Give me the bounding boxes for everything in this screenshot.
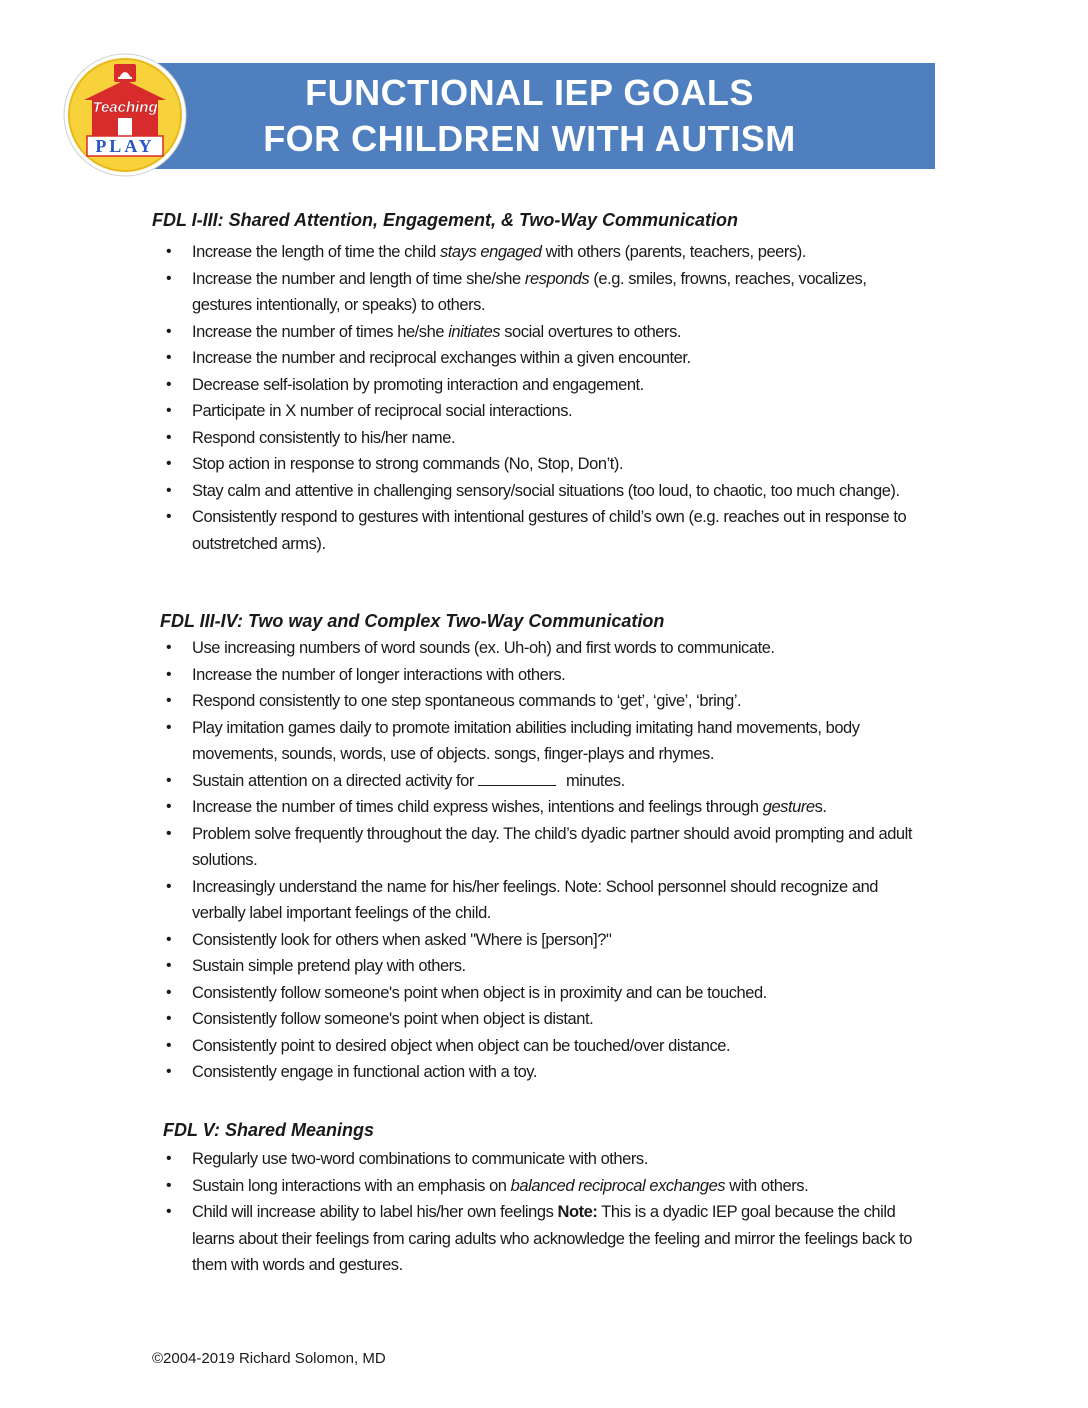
- goal-text: Respond consistently to one step spontaneous commands to ‘get’, ‘give’, ‘bring’.: [192, 692, 742, 710]
- goal-emphasis: responds: [524, 269, 590, 288]
- teaching-play-logo: [62, 52, 188, 178]
- goal-item: [160, 1033, 930, 1060]
- page-title: [124, 70, 935, 162]
- title-line-1: FUNCTIONAL IEP GOALS: [305, 72, 754, 113]
- goal-item: [160, 478, 930, 505]
- goal-item: [160, 688, 930, 715]
- goal-text: Consistently engage in functional action with a toy.: [192, 1063, 538, 1081]
- goal-text: Increase the number of times child express wishes, intentions and feelings through: [192, 798, 763, 816]
- fill-in-blank: [478, 771, 556, 786]
- goal-item: [160, 451, 930, 478]
- goal-item: [160, 662, 930, 689]
- logo-text-teaching: Teaching: [92, 99, 158, 116]
- section-heading-3: FDL V: Shared Meanings: [163, 1120, 375, 1140]
- goal-text-end: This is a dyadic IEP goal because the child learns about their feelings from caring adults who acknowledge the feeling and mirror the feelings back to them with words and gestures.: [192, 1203, 912, 1274]
- goal-item: [160, 398, 930, 425]
- goal-text: Decrease self-isolation by promoting interaction and engagement.: [192, 375, 644, 394]
- goal-item: [160, 794, 930, 821]
- goal-item: [160, 319, 930, 346]
- goal-item: [160, 768, 930, 795]
- goal-item: [160, 1146, 930, 1173]
- goal-list-3: [160, 1146, 930, 1279]
- goal-text: Consistently follow someone's point when object is in proximity and can be touched.: [192, 983, 767, 1002]
- title-line-2: FOR CHILDREN WITH AUTISM: [263, 118, 796, 159]
- goal-item: [160, 1006, 930, 1033]
- goal-text-end: (e.g. smiles, frowns, reaches, vocalizes, gestures intentionally, or speaks) to others.: [192, 269, 867, 314]
- goal-item: [160, 1173, 930, 1200]
- goal-text: Increase the length of time the child: [192, 243, 440, 261]
- goal-text: Consistently follow someone's point when object is distant.: [192, 1010, 594, 1028]
- goal-text: Consistently point to desired object when object can be touched/over distance.: [192, 1036, 731, 1055]
- goal-text: Respond consistently to his/her name.: [192, 428, 456, 447]
- goal-item: [160, 953, 930, 980]
- logo-text-play: PLAY: [95, 136, 155, 156]
- goal-item: [160, 372, 930, 399]
- goal-text: Increase the number and reciprocal exchanges within a given encounter.: [192, 349, 691, 367]
- goal-item: [160, 345, 930, 372]
- goal-text: Sustain attention on a directed activity for: [192, 771, 474, 790]
- goal-item: [160, 266, 930, 319]
- goal-item: [160, 821, 930, 874]
- goal-text: Increasingly understand the name for his/her feelings. Note: School personnel should recognize and verbally label important feelings of the child.: [192, 877, 879, 922]
- goal-emphasis: gesture: [762, 798, 815, 816]
- goal-text: Stay calm and attentive in challenging sensory/social situations (too loud, to chaotic, too much change).: [192, 481, 900, 500]
- goal-text-end: s.: [814, 798, 827, 816]
- goal-text: Increase the number of longer interactions with others.: [192, 665, 566, 684]
- section-heading-1: FDL I-III: Shared Attention, Engagement, & Two-Way Communication: [152, 210, 739, 230]
- goal-text: Increase the number and length of time she/she: [192, 269, 525, 288]
- goal-emphasis: initiates: [448, 322, 501, 341]
- goal-emphasis: stays engaged: [439, 243, 542, 261]
- copyright-footer: ©2004-2019 Richard Solomon, MD: [152, 1350, 386, 1367]
- goal-item: [160, 504, 930, 557]
- goal-text: Stop action in response to strong commands (No, Stop, Don’t).: [192, 455, 624, 473]
- goal-text: Sustain simple pretend play with others.: [192, 957, 466, 975]
- goal-text: Play imitation games daily to promote imitation abilities including imitating hand movements, body movements, sounds, words, use of objects. songs, finger-plays and rhymes.: [192, 718, 860, 763]
- goal-text: Consistently respond to gestures with intentional gestures of child’s own (e.g. reaches out in response to outstretched arms).: [192, 508, 907, 553]
- goal-note-label: Note:: [557, 1203, 598, 1221]
- goal-item: [160, 927, 930, 954]
- goal-item: [160, 980, 930, 1007]
- goal-item: [160, 635, 930, 662]
- goal-text: Child will increase ability to label his/her own feelings: [192, 1203, 558, 1221]
- goal-text: Problem solve frequently throughout the day. The child’s dyadic partner should avoid prompting and adult solutions.: [192, 824, 913, 869]
- goal-text: Sustain long interactions with an emphasis on: [192, 1176, 511, 1195]
- goal-text: Consistently look for others when asked "Where is [person]?": [192, 930, 612, 949]
- goal-item: [160, 239, 930, 266]
- section-heading-2: FDL III-IV: Two way and Complex Two-Way Communication: [160, 611, 665, 631]
- goal-item: [160, 1199, 930, 1279]
- goal-text-end: minutes.: [565, 771, 625, 790]
- goal-text-end: social overtures to others.: [500, 322, 682, 341]
- goal-text-end: with others (parents, teachers, peers).: [541, 243, 806, 261]
- goal-item: [160, 425, 930, 452]
- goal-text: Participate in X number of reciprocal social interactions.: [192, 402, 573, 420]
- goal-item: [160, 715, 930, 768]
- goal-text: Regularly use two-word combinations to communicate with others.: [192, 1150, 648, 1168]
- goal-emphasis: balanced reciprocal exchanges: [510, 1176, 726, 1195]
- goal-list-1: [160, 239, 930, 557]
- goal-item: [160, 1059, 930, 1086]
- goal-text: Increase the number of times he/she: [192, 322, 449, 341]
- goal-item: [160, 874, 930, 927]
- goal-list-2: [160, 635, 930, 1086]
- goal-text-end: with others.: [725, 1176, 809, 1195]
- goal-text: Use increasing numbers of word sounds (ex. Uh-oh) and first words to communicate.: [192, 639, 775, 657]
